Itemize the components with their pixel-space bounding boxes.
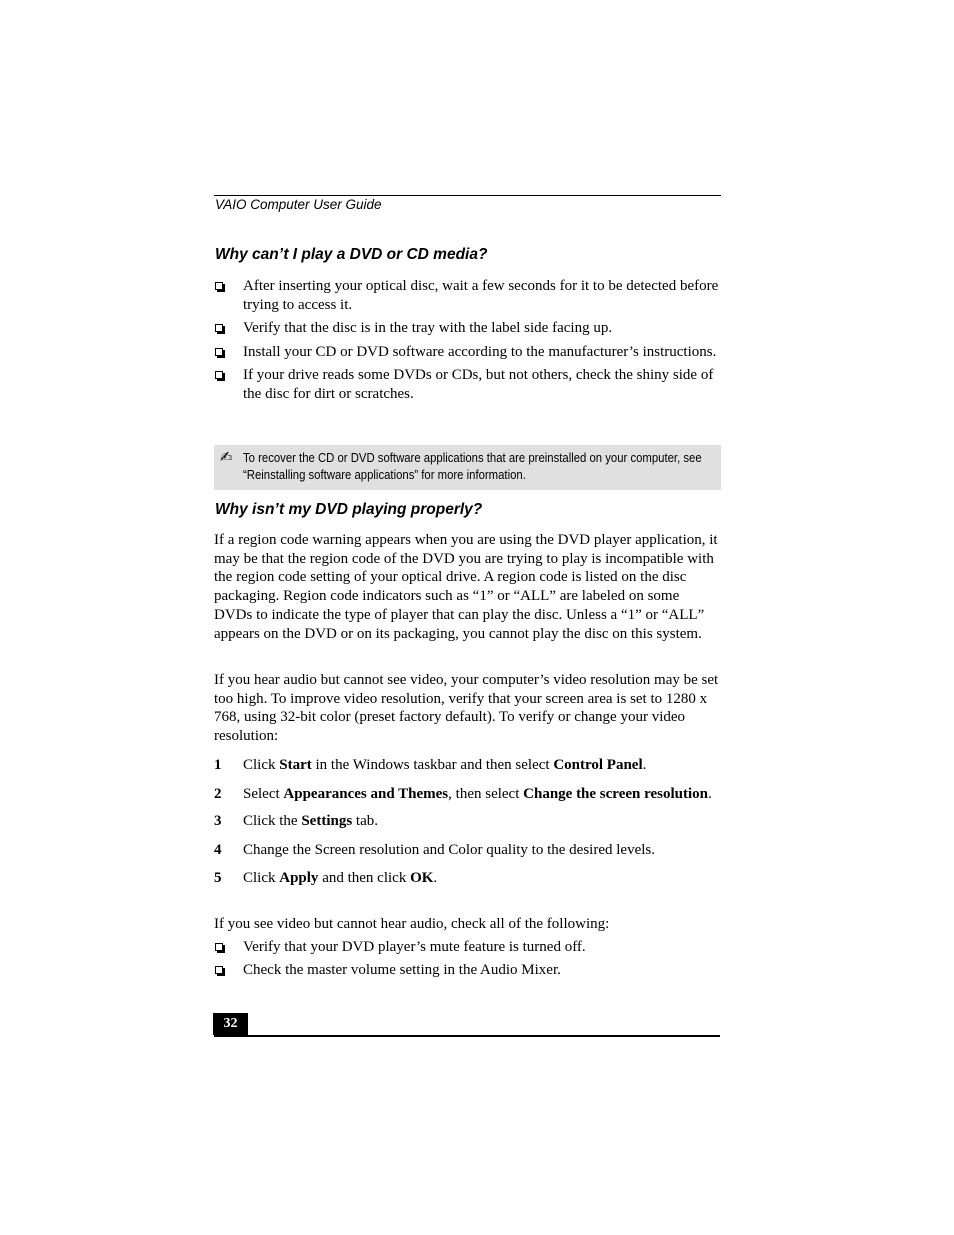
running-header: VAIO Computer User Guide [215,197,382,212]
step-item: 3 Click the Settings tab. [214,813,378,830]
footer-rule [214,1035,720,1037]
section-heading-dvd-playing: Why isn’t my DVD playing properly? [215,501,483,518]
bullet-list-audio [214,938,721,984]
checkbox-bullet-icon [215,371,223,379]
checkbox-bullet-icon [215,324,223,332]
bullet-list-dvd-cd [214,277,721,409]
list-item: Verify that the disc is in the tray with the label side facing up. [214,319,721,338]
step-item: 2 Select Appearances and Themes, then select Change the screen resolution. [214,785,712,802]
checkbox-bullet-icon [215,348,223,356]
list-item: After inserting your optical disc, wait a few seconds for it to be detected before trying to access it. [214,277,721,314]
step-item: 4 Change the Screen resolution and Color quality to the desired levels. [214,841,655,858]
list-item: If your drive reads some DVDs or CDs, but not others, check the shiny side of the disc for dirt or scratches. [214,366,721,403]
list-item: Install your CD or DVD software according to the manufacturer’s instructions. [214,343,721,362]
checkbox-bullet-icon [215,966,223,974]
steps-list [214,756,721,888]
paragraph-video-resolution: If you hear audio but cannot see video, your computer’s video resolution may be set too high. To improve video resolution, verify that your screen area is set to 1280 x 768, using 32-bit color (preset factory default). To verify or change your video resolution: [214,672,719,745]
checkbox-bullet-icon [215,282,223,290]
page-number: 32 [213,1013,248,1035]
paragraph-region-code: If a region code warning appears when you are using the DVD player application, it may be that the region code of the DVD you are trying to play is incompatible with the region code setting of your optical drive. A region code is listed on the disc packaging. Region code indicators such as “1” or “ALL” are labeled on some DVDs to indicate the type of player that can play the disc. Unless a “1” or “ALL” appears on the DVD or on its packaging, you cannot play the disc on this system. [214,532,718,642]
list-item: Check the master volume setting in the Audio Mixer. [214,961,721,980]
note-text: To recover the CD or DVD software applications that are preinstalled on your computer, see “Reinstalling software applications” for more information. [243,451,702,482]
step-item: 1 Click Start in the Windows taskbar and then select Control Panel. [214,757,647,773]
step-item: 5 Click Apply and then click OK. [214,870,438,887]
note-box [214,445,721,490]
paragraph-audio-check: If you see video but cannot hear audio, check all of the following: [214,916,610,932]
header-rule [214,195,721,196]
section-heading-dvd-cd-media: Why can’t I play a DVD or CD media? [215,246,488,263]
note-pencil-icon: ✍ [220,448,233,466]
checkbox-bullet-icon [215,943,223,951]
list-item: Verify that your DVD player’s mute feature is turned off. [214,938,721,957]
